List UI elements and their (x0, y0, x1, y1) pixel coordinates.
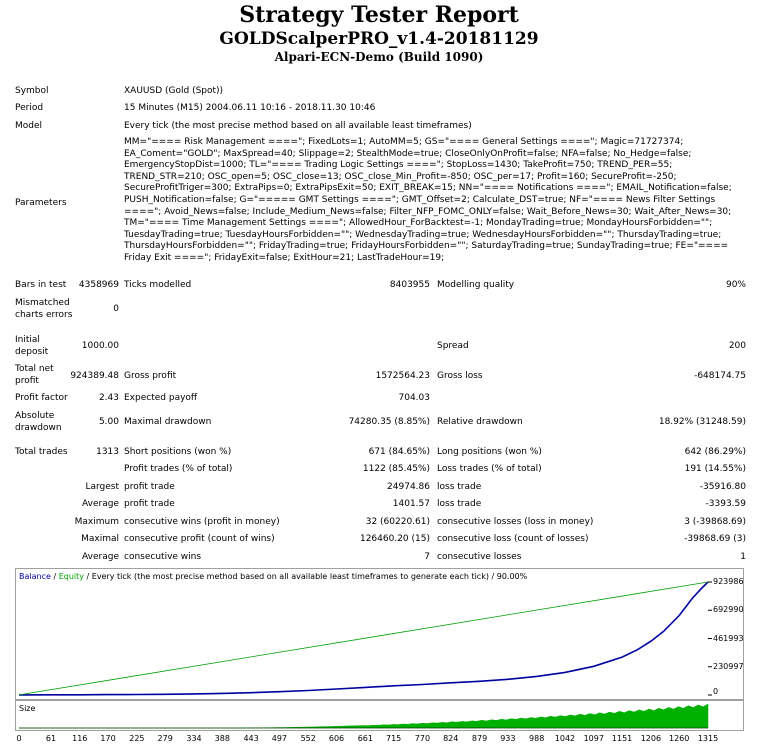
gross-profit-label: Gross profit (124, 371, 177, 381)
x-tick-label: 1097 (583, 734, 604, 743)
period-value: 15 Minutes (M15) 2004.06.11 10:16 - 2018.11.30 10:46 (124, 103, 376, 113)
mismatch-label-2: charts errors (15, 310, 73, 320)
maximal-profit-value: 126460.20 (15) (359, 534, 430, 544)
abs-drawdown-label-1: Absolute (15, 411, 55, 421)
avg-cons-losses-label: consecutive losses (437, 552, 522, 562)
period-label: Period (15, 103, 44, 113)
abs-drawdown-label-2: drawdown (15, 423, 62, 433)
x-tick-label: 1206 (640, 734, 662, 743)
max-cons-wins-value: 32 (60220.61) (365, 517, 430, 527)
average-loss-value: -3393.59 (705, 499, 746, 509)
x-tick-label: 1042 (554, 734, 576, 743)
x-tick-label: 715 (385, 734, 402, 743)
spread-label: Spread (437, 341, 469, 351)
symbol-value: XAUUSD (Gold (Spot)) (124, 86, 224, 96)
largest-label: Largest (85, 482, 119, 492)
bars-label: Bars in test (15, 280, 67, 290)
max-drawdown-label: Maximal drawdown (124, 417, 212, 427)
size-label: Size (19, 704, 36, 713)
x-tick-label: 879 (471, 734, 488, 743)
spread-value: 200 (728, 341, 746, 351)
x-tick-label: 933 (500, 734, 516, 743)
x-tick-label: 661 (357, 734, 373, 743)
avg-cons-wins-label: consecutive wins (124, 552, 202, 562)
x-tick-label: 116 (72, 734, 88, 743)
profit-factor-value: 2.43 (98, 393, 119, 403)
y-tick-label: 230997 (713, 661, 744, 671)
max-drawdown-value: 74280.35 (8.85%) (348, 417, 430, 427)
x-tick-label: 0 (16, 734, 22, 743)
server-build: Alpari-ECN-Demo (Build 1090) (274, 50, 484, 64)
profit-trades-label: Profit trades (% of total) (124, 464, 233, 474)
x-tick-label: 443 (243, 734, 259, 743)
x-tick-label: 388 (214, 734, 230, 743)
report-title: Strategy Tester Report (239, 2, 519, 28)
total-trades-label: Total trades (15, 447, 68, 457)
deposit-value: 1000.00 (81, 341, 119, 351)
largest-profit-value: 24974.86 (387, 482, 430, 492)
x-tick-label: 61 (45, 734, 57, 743)
quality-label: Modelling quality (437, 280, 515, 290)
mismatch-label-1: Mismatched (15, 298, 70, 308)
total-trades-value: 1313 (96, 447, 119, 457)
ea-name: GOLDScalperPRO_v1.4-20181129 (219, 29, 539, 49)
x-tick-label: 606 (328, 734, 345, 743)
size-area (19, 704, 708, 728)
largest-loss-value: -35916.80 (699, 482, 746, 492)
parameters-label: Parameters (15, 198, 67, 208)
net-profit-label-1: Total net (15, 364, 54, 374)
deposit-label-2: deposit (15, 347, 49, 357)
avg-cons-losses-value: 1 (740, 552, 746, 562)
net-profit-label-2: profit (15, 376, 39, 386)
short-positions-label: Short positions (won %) (124, 447, 232, 457)
caption-rest: / Every tick (the most precise method based on all available least timeframes to generate each tick) / 90.00% (83, 572, 528, 581)
max-cons-losses-label: consecutive losses (loss in money) (437, 517, 594, 527)
symbol-label: Symbol (15, 86, 49, 96)
average-label: Average (82, 499, 119, 509)
x-tick-label: 988 (529, 734, 545, 743)
rel-drawdown-label: Relative drawdown (437, 417, 523, 427)
x-tick-label: 225 (129, 734, 145, 743)
maximal-loss-label: consecutive loss (count of losses) (437, 534, 589, 544)
max-cons-wins-label: consecutive wins (profit in money) (124, 517, 280, 527)
y-tick-label: 0 (713, 687, 719, 696)
ticks-value: 8403955 (389, 280, 430, 290)
ticks-label: Ticks modelled (124, 280, 192, 290)
net-profit-value: 924389.48 (70, 371, 119, 381)
long-positions-label: Long positions (won %) (437, 447, 542, 457)
largest-profit-label: profit trade (124, 482, 175, 492)
mismatch-value: 0 (113, 304, 119, 314)
x-tick-label: 497 (271, 734, 288, 743)
caption-balance: Balance (19, 572, 51, 581)
size-chart (15, 700, 744, 731)
abs-drawdown-value: 5.00 (98, 417, 119, 427)
x-tick-label: 1260 (668, 734, 690, 743)
caption-separator: / (50, 572, 59, 581)
average-loss-label: loss trade (437, 499, 482, 509)
avg-cons-wins-value: 7 (424, 552, 430, 562)
x-tick-label: 334 (186, 734, 202, 743)
expected-payoff-value: 704.03 (398, 393, 430, 403)
long-positions-value: 642 (86.29%) (684, 447, 746, 457)
y-tick-label: 461993 (713, 633, 744, 643)
expected-payoff-label: Expected payoff (124, 393, 198, 403)
parameters-value: MM="==== Risk Management ===="; FixedLots=1; AutoMM=5; GS="==== General Settings ===="; Magic=71727374; EA_Coment="GOLD"; MaxSpread=40; Slippage=2; StealthMode=true; CloseOnlyOnProfit=false; NFA=false; No_Hedge=false; EmergencyStopDist=1000; TL="==== Trading Logic Settings ===="; StopLoss=1430; TakeProfit=750; TREND_PER=55; TREND_STR=210; OSC_open=5; OSC_close=13; OSC_close_Min_Profit=-850; OSC_per=17; Profit=160; SecureProfit=-250; SecureProfitTriger=300; ExtraPips=0; ExtraPipsExit=50; EXIT_BREAK=15; NN="==== Notifications ===="; EMAIL_Notification=false; PUSH_Notification=false; G="===== GMT Settings ===="; GMT_Offset=2; Calculate_DST=true; NF="==== News Filter Settings ===="; Avoid_News=false; Include_Medium_News=false; Filter_NFP_FOMC_ONLY=false; Wait_Before_News=30; Wait_After_News=30; TM="==== Time Management Settings ===="; AllowedHour_ForBacktest=-1; MondayTrading=true; MondayHoursForbidden=""; TuesdayTrading=true; TuesdayHoursForbidden=""; WednesdayTrading=true; WednesdayHoursForbidden=""; ThursdayTrading=true; ThursdayHoursForbidden=""; FridayTrading=true; FridayHoursForbidden=""; SaturdayTrading=true; SundayTrading=true; FE="==== Friday Exit ===="; FridayExit=false; ExitHour=21; LastTradeHour=19; (124, 137, 732, 263)
y-tick-label: 923986 (713, 577, 744, 586)
rel-drawdown-value: 18.92% (31248.59) (658, 417, 746, 427)
model-label: Model (15, 121, 43, 131)
quality-value: 90% (725, 280, 746, 290)
x-tick-label: 170 (100, 734, 116, 743)
size-chart-plot (16, 701, 743, 730)
x-tick-label: 279 (157, 734, 173, 743)
x-tick-label: 1151 (611, 734, 633, 743)
profit-trades-value: 1122 (85.45%) (362, 464, 430, 474)
caption-equity: Equity (58, 572, 84, 581)
maximal-loss-value: -39868.69 (3) (684, 534, 746, 544)
maximum-label: Maximum (74, 517, 119, 527)
average-profit-label: profit trade (124, 499, 175, 509)
loss-trades-value: 191 (14.55%) (684, 464, 746, 474)
average2-label: Average (82, 552, 119, 562)
gross-loss-label: Gross loss (437, 371, 483, 381)
x-tick-label: 552 (300, 734, 316, 743)
average-profit-value: 1401.57 (392, 499, 430, 509)
gross-profit-value: 1572564.23 (375, 371, 430, 381)
x-tick-label: 770 (414, 734, 431, 743)
max-cons-losses-value: 3 (-39868.69) (684, 517, 746, 527)
bars-value: 4358969 (78, 280, 119, 290)
deposit-label-1: Initial (15, 335, 40, 345)
model-value: Every tick (the most precise method based on all available least timeframes) (124, 121, 472, 131)
x-tick-label: 824 (443, 734, 459, 743)
maximal-profit-label: consecutive profit (count of wins) (124, 534, 275, 544)
series-line-equity (19, 582, 708, 695)
short-positions-value: 671 (84.65%) (368, 447, 430, 457)
x-tick-label: 1315 (697, 734, 719, 743)
gross-loss-value: -648174.75 (694, 371, 746, 381)
balance-chart-plot (16, 569, 743, 699)
y-tick-label: 692990 (713, 605, 744, 615)
maximal-label: Maximal (81, 534, 119, 544)
loss-trades-label: Loss trades (% of total) (437, 464, 542, 474)
balance-chart (15, 568, 744, 700)
largest-loss-label: loss trade (437, 482, 482, 492)
profit-factor-label: Profit factor (15, 393, 68, 403)
